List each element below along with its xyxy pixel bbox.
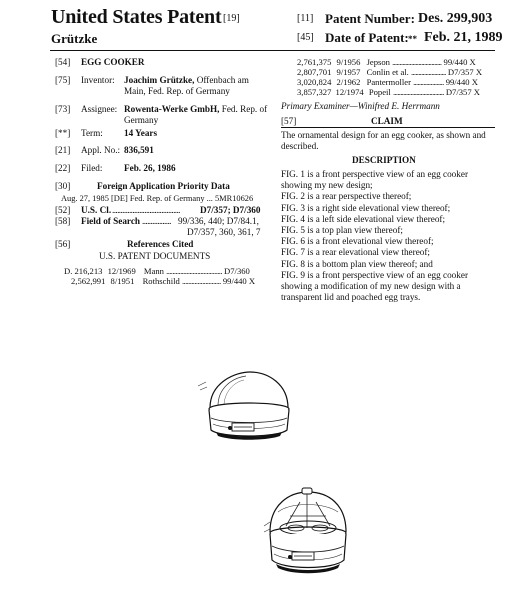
foreign-heading: Foreign Application Priority Data — [97, 181, 230, 191]
description-line: FIG. 1 is a front perspective view of an egg cooker showing my new design; — [281, 169, 469, 191]
assignee-code: [73] — [55, 104, 71, 114]
ref-date: 12/1974 — [335, 87, 364, 97]
patent-number-label: Patent Number: — [325, 11, 415, 26]
ref-number: 3,857,327 — [297, 87, 332, 97]
patent-number: Des. 299,903 — [418, 11, 493, 26]
ref-dots: ................................... — [392, 87, 444, 97]
inventor-code: [75] — [55, 75, 71, 85]
assignee-country: Fed. Rep. of Germany — [124, 104, 268, 125]
refs-heading: References Cited — [127, 239, 194, 249]
ref-number: 2,807,701 — [297, 67, 332, 77]
filed-code: [22] — [55, 163, 71, 173]
appl-value: 836,591 — [124, 145, 154, 155]
ref-number: 2,761,375 — [297, 57, 332, 67]
ref-number: 2,562,991 — [71, 276, 106, 286]
ref-class: D7/357 X — [445, 87, 480, 97]
filed-label: Filed: — [81, 163, 103, 173]
date-marker: ** — [408, 34, 417, 44]
patent-number-code: [11] — [297, 13, 314, 24]
ref-name: Jepson — [366, 57, 390, 67]
inventor-label: Inventor: — [81, 75, 115, 85]
title-code: [19] — [223, 13, 240, 24]
refs-subheading: U.S. PATENT DOCUMENTS — [99, 251, 211, 261]
left-ref-row — [64, 266, 250, 276]
right-ref-row — [297, 87, 480, 97]
ref-name: Conlin et al. — [366, 67, 409, 77]
field-value-2: D7/357, 360, 361, 7 — [187, 227, 261, 237]
ref-dots: .................................... — [166, 266, 222, 276]
ref-class: 99/440 X — [222, 276, 256, 286]
description-body — [281, 169, 495, 303]
description-line: FIG. 7 is a rear elevational view thereof; — [281, 247, 430, 258]
date-label: Date of Patent: — [325, 30, 409, 45]
ref-name: Mann — [143, 266, 164, 276]
field-dots: ................. — [142, 216, 171, 226]
primary-examiner: Primary Examiner—Winifred E. Herrmann — [281, 101, 440, 111]
ref-class: D7/360 — [224, 266, 250, 276]
right-ref-row — [297, 67, 482, 77]
inventor-address: Offenbach am Main, Fed. Rep. of Germany — [124, 75, 249, 96]
ref-date: 9/1956 — [336, 57, 361, 67]
field-code: [58] — [55, 216, 71, 226]
claim-heading: CLAIM — [371, 116, 403, 126]
ref-number: D. 216,213 — [64, 266, 103, 276]
description-line: FIG. 2 is a rear perspective thereof; — [281, 191, 412, 202]
claim-rule — [281, 127, 495, 128]
description-line: FIG. 4 is a left side elevational view thereof; — [281, 213, 446, 224]
field-value-1: 99/336, 440; D7/84.1, — [178, 216, 259, 226]
ref-name: Rothschild — [142, 276, 180, 286]
term-value: 14 Years — [124, 128, 158, 138]
assignee-value — [124, 104, 272, 126]
ref-name: Popeil — [368, 87, 391, 97]
ref-number: 3,020,824 — [297, 77, 332, 87]
appl-code: [21] — [55, 145, 71, 155]
ref-date: 12/1969 — [107, 266, 136, 276]
ref-date: 2/1962 — [336, 77, 361, 87]
description-line: FIG. 9 is a front perspective view of an egg cooker showing a modification of my new design with a transparent lid and poached egg trays. — [281, 269, 469, 303]
us-cl-value: D7/357; D7/360 — [200, 205, 261, 215]
description-heading: DESCRIPTION — [352, 155, 416, 165]
header-rule — [50, 50, 495, 51]
us-cl-code: [52] — [55, 205, 71, 215]
us-cl-label: U.S. Cl. — [81, 205, 112, 215]
term-label: Term: — [81, 128, 103, 138]
ref-dots: ........................ — [410, 67, 446, 77]
claim-text: The ornamental design for an egg cooker, as shown and described. — [281, 130, 486, 152]
inventor-name: Joachim Grützke, — [124, 75, 195, 85]
ref-dots: ..................... — [413, 77, 444, 87]
left-ref-row — [71, 276, 255, 286]
ref-class: D7/357 X — [447, 67, 483, 77]
patent-date: Feb. 21, 1989 — [424, 30, 503, 45]
title-code-54: [54] — [55, 57, 71, 67]
description-line: FIG. 5 is a top plan view thereof; — [281, 225, 403, 236]
field-label: Field of Search — [81, 216, 141, 226]
ref-class: 99/440 X — [443, 57, 476, 67]
ref-class: 99/440 X — [445, 77, 478, 87]
description-line: FIG. 8 is a bottom plan view thereof; and — [281, 258, 433, 269]
egg-cooker-figure-1 — [196, 368, 300, 448]
claim-code: [57] — [281, 116, 297, 126]
description-line: FIG. 6 is a front elevational view thereof; — [281, 236, 434, 247]
ref-name: Pantermoller — [366, 77, 411, 87]
right-ref-row — [297, 57, 476, 67]
appl-label: Appl. No.: — [81, 145, 121, 155]
ref-dots: .................................. — [392, 57, 442, 67]
egg-cooker-figure-9 — [260, 486, 356, 582]
patent-title: United States Patent — [51, 6, 222, 28]
refs-code: [56] — [55, 239, 71, 249]
description-line: FIG. 3 is a right side elevational view thereof; — [281, 202, 451, 213]
term-code: [**] — [55, 128, 71, 138]
filed-value: Feb. 26, 1986 — [124, 163, 176, 173]
right-ref-row — [297, 77, 478, 87]
inventor-surname: Grützke — [51, 31, 98, 46]
assignee-label: Assignee: — [81, 104, 118, 114]
foreign-code: [30] — [55, 181, 71, 191]
ref-date: 8/1951 — [110, 276, 135, 286]
foreign-line: Aug. 27, 1985 [DE] Fed. Rep. of Germany ... 5MR10626 — [61, 194, 254, 203]
ref-date: 9/1957 — [336, 67, 361, 77]
inventor-value — [124, 75, 272, 97]
ref-dots: ......................... — [181, 276, 221, 286]
invention-title: EGG COOKER — [81, 57, 145, 67]
us-cl-dots: ........................................ — [112, 205, 180, 215]
date-code: [45] — [297, 32, 314, 43]
assignee-name: Rowenta-Werke GmbH, — [124, 104, 220, 114]
